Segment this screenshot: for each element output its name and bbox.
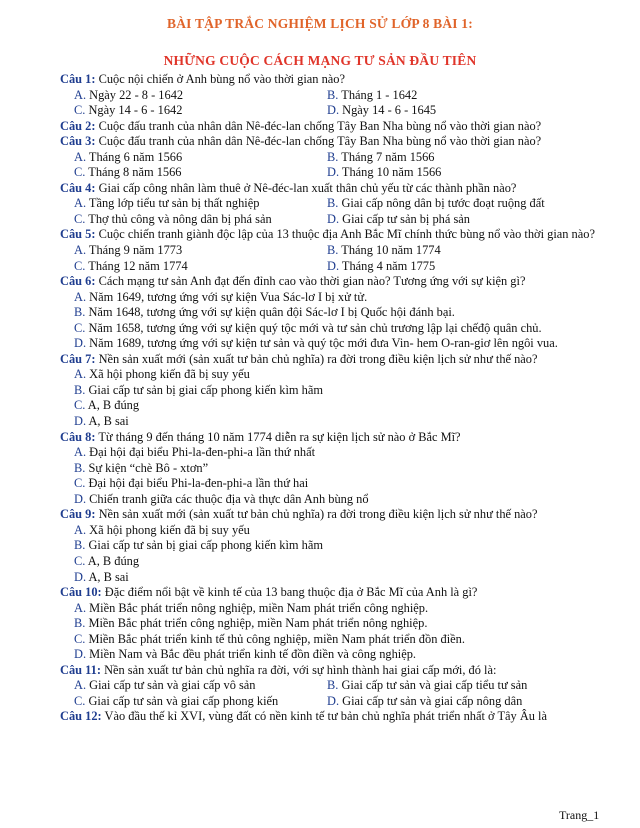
option-text: Miền Bắc phát triển kinh tế thủ công nghiệp, miền Nam phát triển đồn điền. bbox=[85, 631, 465, 646]
answer-option-d[interactable] bbox=[74, 414, 620, 430]
option-letter: B. bbox=[74, 538, 86, 553]
option-text: Đại hội đại biểu Phi-la-đen-phi-a lần thứ hai bbox=[85, 476, 309, 491]
answer-option-a[interactable] bbox=[74, 196, 327, 212]
option-text: Tháng 4 năm 1775 bbox=[339, 258, 436, 273]
option-letter: C. bbox=[74, 258, 86, 273]
answer-option-b[interactable] bbox=[74, 538, 620, 554]
answer-option-a[interactable] bbox=[74, 445, 620, 461]
answer-options bbox=[60, 445, 620, 507]
answer-option-a[interactable] bbox=[74, 290, 620, 306]
option-text: Miền Bắc phát triển công nghiệp, miền Nam phát triển nông nghiệp. bbox=[85, 616, 428, 631]
option-letter: A. bbox=[74, 289, 87, 304]
option-text: Ngày 22 - 8 - 1642 bbox=[86, 87, 184, 102]
document-subtitle: NHỮNG CUỘC CÁCH MẠNG TƯ SẢN ĐẦU TIÊN bbox=[163, 53, 477, 68]
answer-option-d[interactable] bbox=[327, 259, 620, 275]
question-4 bbox=[60, 181, 620, 197]
question-5 bbox=[60, 227, 620, 243]
question-number: Câu 10: bbox=[60, 585, 102, 600]
answer-option-b[interactable] bbox=[74, 383, 620, 399]
question-text: Giai cấp công nhân làm thuê ở Nê-đéc-lan xuất thân chủ yếu từ các thành phần nào? bbox=[95, 180, 517, 195]
option-text: Giai cấp nông dân bị tước đoạt ruộng đất bbox=[338, 196, 545, 211]
question-text: Cuộc đấu tranh của nhân dân Nê-đéc-lan chống Tây Ban Nha bùng nổ vào thời gian nào? bbox=[95, 134, 542, 149]
question-number: Câu 3: bbox=[60, 134, 96, 149]
question-text: Vào đầu thế kỉ XVI, vùng đất có nền kinh tế tư bản chủ nghĩa phát triển nhất ở Tây Âu là bbox=[101, 709, 547, 724]
option-text: Xã hội phong kiến đã bị suy yếu bbox=[86, 367, 250, 382]
answer-option-d[interactable] bbox=[60, 336, 620, 352]
option-letter: A. bbox=[74, 445, 87, 460]
question-number: Câu 11: bbox=[60, 662, 101, 677]
answer-options bbox=[60, 678, 620, 709]
option-letter: B. bbox=[327, 678, 339, 693]
option-letter: C. bbox=[74, 103, 86, 118]
option-text: Tháng 7 năm 1566 bbox=[338, 149, 435, 164]
option-letter: C. bbox=[74, 553, 86, 568]
option-letter: A. bbox=[74, 87, 87, 102]
option-text: Giai cấp tư sản và giai cấp nông dân bbox=[339, 693, 523, 708]
option-letter: A. bbox=[74, 367, 87, 382]
option-letter: B. bbox=[74, 460, 86, 475]
option-text: Giai cấp tư sản bị giai cấp phong kiến kìm hãm bbox=[85, 538, 323, 553]
option-text: Tháng 6 năm 1566 bbox=[86, 149, 183, 164]
answer-option-c[interactable] bbox=[74, 694, 327, 710]
answer-option-c[interactable] bbox=[74, 165, 327, 181]
answer-option-a[interactable] bbox=[74, 367, 620, 383]
option-text: Đại hội đại biểu Phi-la-đen-phi-a lần thứ nhất bbox=[86, 445, 316, 460]
option-letter: C. bbox=[74, 320, 86, 335]
question-text: Cuộc nội chiến ở Anh bùng nổ vào thời gian nào? bbox=[95, 72, 345, 86]
option-text: Giai cấp tư sản và giai cấp vô sản bbox=[86, 678, 256, 693]
option-text: Ngày 14 - 6 - 1642 bbox=[85, 103, 183, 118]
question-7 bbox=[60, 352, 620, 368]
answer-option-d[interactable] bbox=[327, 694, 620, 710]
question-9 bbox=[60, 507, 620, 523]
answer-option-c[interactable] bbox=[74, 398, 620, 414]
question-text: Cuộc đấu tranh của nhân dân Nê-đéc-lan chống Tây Ban Nha bùng nổ vào thời gian nào? bbox=[95, 118, 542, 133]
option-text: Tháng 9 năm 1773 bbox=[86, 243, 183, 258]
option-letter: D. bbox=[327, 258, 340, 273]
option-letter: D. bbox=[74, 491, 87, 506]
option-letter: D. bbox=[74, 414, 87, 429]
option-letter: D. bbox=[327, 103, 340, 118]
answer-option-b[interactable] bbox=[327, 678, 620, 694]
option-letter: B. bbox=[327, 149, 339, 164]
option-letter: C. bbox=[74, 631, 86, 646]
option-letter: C. bbox=[74, 693, 86, 708]
option-text: Giai cấp tư sản bị phá sản bbox=[339, 211, 470, 226]
question-12 bbox=[60, 709, 620, 725]
option-text: Tháng 10 năm 1774 bbox=[338, 243, 441, 258]
option-letter: B. bbox=[327, 87, 339, 102]
option-text: Giai cấp tư sản và giai cấp tiểu tư sản bbox=[338, 678, 528, 693]
question-11 bbox=[60, 663, 620, 679]
option-letter: B. bbox=[74, 382, 86, 397]
question-text: Nền sản xuất mới (sản xuất tư bản chủ nghĩa) ra đời trong điều kiện lịch sử như thế nào? bbox=[95, 507, 538, 522]
question-number: Câu 7: bbox=[60, 351, 96, 366]
question-text: Nền sản xuất mới (sản xuất tư bản chủ nghĩa) ra đời trong điều kiện lịch sử như thế nào? bbox=[95, 351, 538, 366]
option-letter: A. bbox=[74, 149, 87, 164]
option-text: Tháng 1 - 1642 bbox=[338, 87, 418, 102]
answer-options bbox=[60, 290, 620, 352]
answer-option-b[interactable] bbox=[74, 461, 620, 477]
answer-option-c[interactable] bbox=[74, 554, 620, 570]
option-text: A, B sai bbox=[86, 569, 129, 584]
answer-option-a[interactable] bbox=[74, 88, 327, 104]
option-text: Tầng lớp tiểu tư sản bị thất nghiệp bbox=[86, 196, 260, 211]
option-letter: D. bbox=[74, 336, 87, 351]
answer-option-d[interactable] bbox=[74, 647, 620, 663]
answer-option-c[interactable] bbox=[74, 212, 327, 228]
option-letter: C. bbox=[74, 398, 86, 413]
answer-options bbox=[60, 523, 620, 585]
answer-options bbox=[60, 243, 620, 274]
question-1 bbox=[60, 72, 620, 88]
question-number: Câu 1: bbox=[60, 72, 96, 86]
option-text: Tháng 8 năm 1566 bbox=[85, 165, 182, 180]
answer-option-a[interactable] bbox=[74, 678, 327, 694]
option-letter: A. bbox=[74, 600, 87, 615]
answer-option-b[interactable] bbox=[74, 305, 620, 321]
option-text: Năm 1658, tương ứng với sự kiện quý tộc mới và tư sản chủ trương lập lại chếđộ quân chủ. bbox=[85, 320, 542, 335]
option-letter: D. bbox=[327, 693, 340, 708]
question-number: Câu 9: bbox=[60, 507, 96, 522]
answer-option-b[interactable] bbox=[327, 196, 620, 212]
question-text: Cuộc chiến tranh giành độc lập của 13 thuộc địa Anh Bắc Mĩ chính thức bùng nổ vào thời gian nào? bbox=[95, 227, 595, 242]
question-2 bbox=[60, 119, 620, 135]
option-letter: C. bbox=[74, 476, 86, 491]
question-list bbox=[60, 72, 620, 725]
page-number: Trang_1 bbox=[559, 808, 600, 822]
answer-option-d[interactable] bbox=[327, 212, 620, 228]
answer-option-a[interactable] bbox=[74, 243, 327, 259]
option-letter: A. bbox=[74, 196, 87, 211]
option-text: Tháng 10 năm 1566 bbox=[339, 165, 442, 180]
option-letter: D. bbox=[74, 569, 87, 584]
answer-option-c[interactable] bbox=[74, 321, 620, 337]
option-text: Năm 1649, tương ứng với sự kiện Vua Sác-lơ I bị xử tử. bbox=[86, 289, 368, 304]
question-6 bbox=[60, 274, 620, 290]
question-number: Câu 5: bbox=[60, 227, 96, 242]
answer-options bbox=[60, 150, 620, 181]
answer-option-a[interactable] bbox=[74, 601, 620, 617]
option-text: Chiến tranh giữa các thuộc địa và thực dân Anh bùng nổ bbox=[86, 491, 369, 506]
question-number: Câu 6: bbox=[60, 274, 96, 289]
answer-option-a[interactable] bbox=[74, 523, 620, 539]
option-text: Xã hội phong kiến đã bị suy yếu bbox=[86, 522, 250, 537]
answer-option-b[interactable] bbox=[327, 88, 620, 104]
option-text: Tháng 12 năm 1774 bbox=[85, 258, 188, 273]
question-text: Nền sản xuất tư bản chủ nghĩa ra đời, với sự hình thành hai giai cấp mới, đó là: bbox=[100, 662, 497, 677]
option-text: A, B đúng bbox=[85, 553, 140, 568]
question-text: Từ tháng 9 đến tháng 10 năm 1774 diễn ra sự kiện lịch sử nào ở Bắc Mĩ? bbox=[95, 429, 461, 444]
answer-option-b[interactable] bbox=[74, 616, 620, 632]
option-text: Năm 1689, tương ứng với sự kiện tư sản và quý tộc mới đưa Vin- hem O-ran-giơ lên ngôi vua. bbox=[86, 336, 558, 351]
question-text: Đặc điểm nổi bật về kinh tế của 13 bang thuộc địa ở Bắc Mĩ của Anh là gì? bbox=[101, 585, 478, 600]
option-text: Sự kiện “chè Bô - xtơn” bbox=[85, 460, 209, 475]
option-letter: B. bbox=[74, 305, 86, 320]
question-number: Câu 4: bbox=[60, 180, 96, 195]
answer-option-c[interactable] bbox=[74, 103, 327, 119]
option-letter: D. bbox=[74, 647, 87, 662]
answer-option-b[interactable] bbox=[327, 243, 620, 259]
option-text: Giai cấp tư sản bị giai cấp phong kiến kìm hãm bbox=[85, 382, 323, 397]
option-letter: A. bbox=[74, 678, 87, 693]
answer-options bbox=[60, 601, 620, 663]
answer-option-c[interactable] bbox=[74, 632, 620, 648]
document-title: BÀI TẬP TRẮC NGHIỆM LỊCH SỬ LỚP 8 BÀI 1: bbox=[167, 16, 473, 31]
answer-options bbox=[60, 367, 620, 429]
option-text: Thợ thủ công và nông dân bị phá sản bbox=[85, 211, 272, 226]
answer-option-b[interactable] bbox=[327, 150, 620, 166]
question-number: Câu 2: bbox=[60, 118, 96, 133]
option-text: Giai cấp tư sản và giai cấp phong kiến bbox=[85, 693, 279, 708]
question-10 bbox=[60, 585, 620, 601]
option-letter: C. bbox=[74, 165, 86, 180]
question-8 bbox=[60, 430, 620, 446]
option-letter: C. bbox=[74, 211, 86, 226]
option-text: Miền Bắc phát triển nông nghiệp, miền Nam phát triển công nghiệp. bbox=[86, 600, 429, 615]
option-letter: D. bbox=[327, 211, 340, 226]
answer-option-d[interactable] bbox=[74, 570, 620, 586]
question-text: Cách mạng tư sản Anh đạt đến đỉnh cao vào thời gian nào? Tương ứng với sự kiện gì? bbox=[95, 274, 526, 289]
option-text: Năm 1648, tương ứng với sự kiện quân đội Sác-lơ I bị Quốc hội đánh bại. bbox=[85, 305, 455, 320]
option-letter: B. bbox=[327, 243, 339, 258]
answer-option-a[interactable] bbox=[74, 150, 327, 166]
answer-options bbox=[60, 88, 620, 119]
option-text: Ngày 14 - 6 - 1645 bbox=[339, 103, 437, 118]
answer-option-c[interactable] bbox=[74, 476, 620, 492]
option-text: A, B sai bbox=[86, 414, 129, 429]
option-letter: B. bbox=[74, 616, 86, 631]
option-letter: B. bbox=[327, 196, 339, 211]
answer-option-d[interactable] bbox=[74, 492, 620, 508]
answer-option-d[interactable] bbox=[327, 165, 620, 181]
answer-options bbox=[60, 196, 620, 227]
option-letter: A. bbox=[74, 522, 87, 537]
option-text: A, B đúng bbox=[85, 398, 140, 413]
option-letter: A. bbox=[74, 243, 87, 258]
question-number: Câu 12: bbox=[60, 709, 102, 724]
answer-option-c[interactable] bbox=[74, 259, 327, 275]
answer-option-d[interactable] bbox=[327, 103, 620, 119]
question-3 bbox=[60, 134, 620, 150]
option-text: Miền Nam và Bắc đều phát triển kinh tế đồn điền và công nghiệp. bbox=[86, 647, 417, 662]
question-number: Câu 8: bbox=[60, 429, 96, 444]
option-letter: D. bbox=[327, 165, 340, 180]
